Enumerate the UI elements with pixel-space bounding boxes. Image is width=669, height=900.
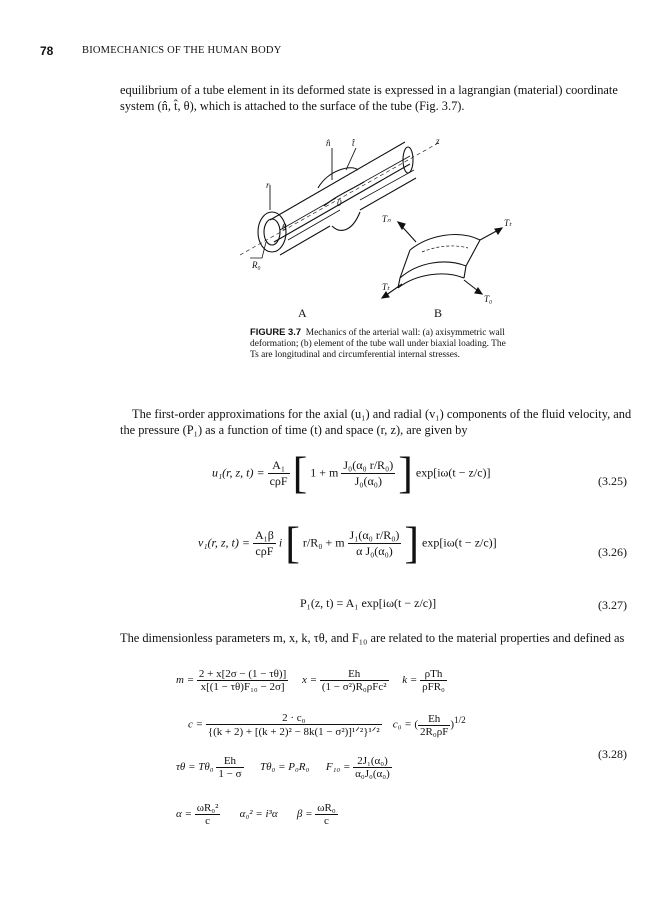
- eq325-mid: 1 + m: [310, 465, 339, 480]
- eq328-x-den: (1 − σ²)R₀ρFc²: [321, 681, 387, 693]
- eq328-F-lhs: F₁₀ =: [325, 761, 351, 774]
- eq326-jnum: J₁(α₀ r/R₀): [349, 528, 400, 542]
- eq325-exp: exp[iω(t − z/c)]: [415, 465, 491, 480]
- label-R0: R₀: [252, 260, 261, 270]
- eq328-T-expr: Tθ₀ = P₀R₀: [260, 761, 310, 774]
- eq328-tau-den: 1 − σ: [218, 768, 242, 780]
- eq325-lhs: u₁(r, z, t) =: [212, 465, 265, 480]
- label-zero: 0: [337, 198, 342, 208]
- label-Tt2: Tₜ: [382, 282, 390, 292]
- equation-3-25: u₁(r, z, t) = $\frac{\text{A₁}}{\text{cρF}}$ [ 1 + m $\frac{\text{J₀(α₀ r/R₀)}}{\text{J₀(α₀)}}$ ] exp[iω(t − z/c)]: [212, 448, 491, 498]
- caption-text: Mechanics of the arterial wall: (a) axisymmetric wall deformation; (b) element of the tube wall under biaxial loading. The Ts are longitudinal and circumferential internal stresses.: [250, 328, 506, 361]
- label-z: z: [436, 136, 440, 146]
- eq326-r-over-R: r/R₀: [302, 535, 323, 550]
- eq325-jden: J₀(α₀): [354, 474, 382, 488]
- eq328-k-num: ρTh: [420, 668, 447, 681]
- first-order-paragraph: The first-order approximations for the axial (u₁) and radial (v₁) components of the fluid velocity, and the pressure (P₁) as a function of time (t) and space (r, z), are given by: [120, 407, 632, 437]
- label-t: t̂: [352, 138, 355, 148]
- eq326-denom: cρF: [255, 544, 274, 558]
- intro-paragraph: equilibrium of a tube element in its deformed state is expressed in a lagrangian (material) coordinate system (n̂, t̂, θ), which is attached to the surface of the tube (Fig. 3.7).: [120, 83, 618, 113]
- eq328-x-num: Eh: [320, 668, 389, 681]
- eq328-alpha-num: ωR₀²: [196, 802, 219, 814]
- caption-label: FIGURE 3.7: [250, 326, 302, 337]
- eq328-row4: [176, 802, 338, 827]
- eqno-3-25: (3.25): [598, 474, 627, 488]
- eq328-m-num: 2 + x[2σ − (1 − τθ)]: [198, 668, 287, 680]
- eq328-beta-num: ωR₀: [317, 802, 336, 814]
- eq328-c0-lhs: c₀ =: [392, 718, 412, 731]
- label-T0: T₀: [484, 294, 493, 304]
- eq328-k-lhs: k =: [402, 674, 418, 687]
- running-title: BIOMECHANICS OF THE HUMAN BODY: [82, 45, 282, 56]
- eq328-alpha0-expr: α₀² = i³α: [239, 808, 278, 821]
- label-Tn: Tₙ: [382, 214, 391, 224]
- label-theta: θ: [282, 222, 287, 232]
- eq325-denom: cρF: [269, 474, 288, 488]
- eq328-tau-lhs: τθ = Tθ₀: [176, 761, 214, 774]
- element-drawing: [382, 222, 502, 298]
- eq328-c-lhs: c =: [188, 718, 204, 731]
- eq325-jnum: J₀(α₀ r/R₀): [343, 458, 394, 472]
- eq328-row3: [176, 755, 392, 780]
- dimensionless-paragraph: The dimensionless parameters m, x, k, τθ, and F₁₀ are related to the material properties and defined as: [120, 631, 625, 645]
- eq328-m-lhs: m =: [176, 674, 195, 687]
- eqno-3-28: (3.28): [598, 747, 627, 761]
- panel-a-label: A: [298, 306, 307, 320]
- eq328-row2: c = $\frac{\text{2 · c₀}}{\text{\{(k + 2) + [(k + 2)² − 8k(1 − σ²)]¹ᐟ²\}¹ᐟ²}}$ c₀ = ( $\frac{Eh}{\text{2R₀ρF}}$ )$^{1/2}$: [188, 712, 466, 738]
- eq328-m-den: x[(1 − τθ)F₁₀ − 2σ]: [200, 681, 285, 693]
- eq328-alpha-den: c: [205, 815, 210, 827]
- eq328-x-lhs: x =: [302, 674, 318, 687]
- eq326-plus-m: + m: [325, 535, 345, 550]
- eqno-3-26: (3.26): [598, 545, 627, 559]
- eq328-c0-num: Eh: [418, 713, 450, 726]
- panel-b-label: B: [434, 306, 443, 320]
- eq326-i: i: [278, 535, 283, 550]
- label-Tt: Tₜ: [504, 218, 512, 228]
- label-r: r: [266, 180, 270, 190]
- eq325-A: A₁: [268, 458, 290, 474]
- eq328-beta-den: c: [324, 815, 329, 827]
- equation-3-27: P₁(z, t) = A₁ exp[iω(t − z/c)]: [300, 596, 437, 610]
- eq328-alpha-lhs: α =: [176, 808, 192, 821]
- eq326-exp: exp[iω(t − z/c)]: [422, 535, 497, 550]
- eq328-tau-num: Eh: [216, 755, 243, 768]
- eq328-F-den: α₀J₀(α₀): [355, 768, 390, 780]
- figure-3-7: [240, 130, 540, 330]
- eq328-k-den: ρFR₀: [422, 681, 445, 693]
- eq328-beta-lhs: β =: [296, 808, 313, 821]
- eq328-c-den: {(k + 2) + [(k + 2)² − 8k(1 − σ²)]¹ᐟ²}¹ᐟ²: [207, 726, 380, 738]
- eq328-c-num: 2 · c₀: [206, 712, 382, 725]
- page-number: 78: [40, 44, 54, 58]
- eq328-F-num: 2J₁(α₀): [353, 755, 392, 768]
- figure-caption: [250, 326, 512, 362]
- eq328-c0-den: 2R₀ρF: [420, 725, 449, 738]
- eq328-row1: [176, 668, 447, 693]
- eq328-c0-exp: 1/2: [454, 714, 466, 725]
- eq326-jden: α J₀(α₀): [356, 544, 393, 558]
- eq326-A: A₁β: [254, 528, 274, 542]
- equation-3-26: v₁(r, z, t) = $\frac{\text{A₁β}}{\text{cρF}}$ i [ r/R₀ + m $\frac{\text{J₁(α₀ r/R₀)}}{\text{α J₀(α₀)}}$ ] exp[iω(t − z/c)]: [198, 518, 497, 568]
- label-n: n̂: [326, 138, 331, 148]
- eqno-3-27: (3.27): [598, 598, 627, 612]
- eq326-lhs: v₁(r, z, t) =: [198, 535, 250, 550]
